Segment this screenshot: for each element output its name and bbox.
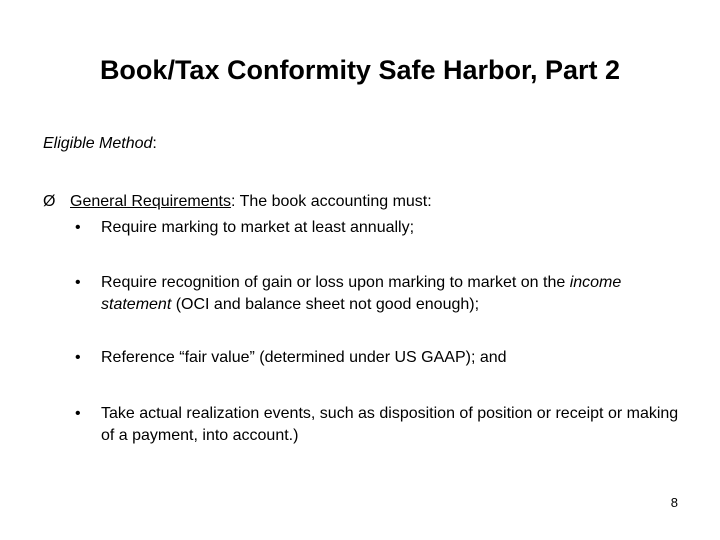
- bullet-item-3: [75, 347, 695, 369]
- slide-title: Book/Tax Conformity Safe Harbor, Part 2: [99, 55, 621, 85]
- general-requirements-suffix: : The book accounting must:: [230, 193, 432, 210]
- bullet-text: Require marking to market at least annually;: [101, 219, 415, 236]
- bullet-item-1: [75, 217, 695, 239]
- bullet-text-after: (OCI and balance sheet not good enough);: [171, 296, 480, 313]
- bullet-text-before: Require recognition of gain or loss upon marking to market on the: [101, 274, 570, 291]
- bullet-text: [101, 272, 695, 316]
- bullet-dot-icon: •: [75, 219, 81, 236]
- eligible-method-colon: :: [152, 135, 157, 152]
- bullet-item-4: [75, 403, 695, 447]
- bullet-text: Reference “fair value” (determined under US GAAP); and: [101, 349, 507, 366]
- arrow-bullet-icon: Ø: [43, 193, 56, 210]
- general-requirements-line: [43, 191, 432, 213]
- bullet-dot-icon: •: [75, 349, 81, 366]
- eligible-method-label: Eligible Method: [43, 135, 153, 152]
- bullet-dot-icon: •: [75, 405, 81, 422]
- bullet-dot-icon: •: [75, 274, 81, 291]
- page-number: 8: [670, 495, 678, 510]
- bullet-text-italic: income statement: [101, 274, 622, 313]
- general-requirements-label: General Requirements: [70, 193, 231, 210]
- bullet-text: Take actual realization events, such as disposition of position or receipt or making of a payment, into account.): [101, 405, 679, 444]
- bullet-item-2: [75, 272, 695, 316]
- eligible-method-heading: [43, 133, 157, 155]
